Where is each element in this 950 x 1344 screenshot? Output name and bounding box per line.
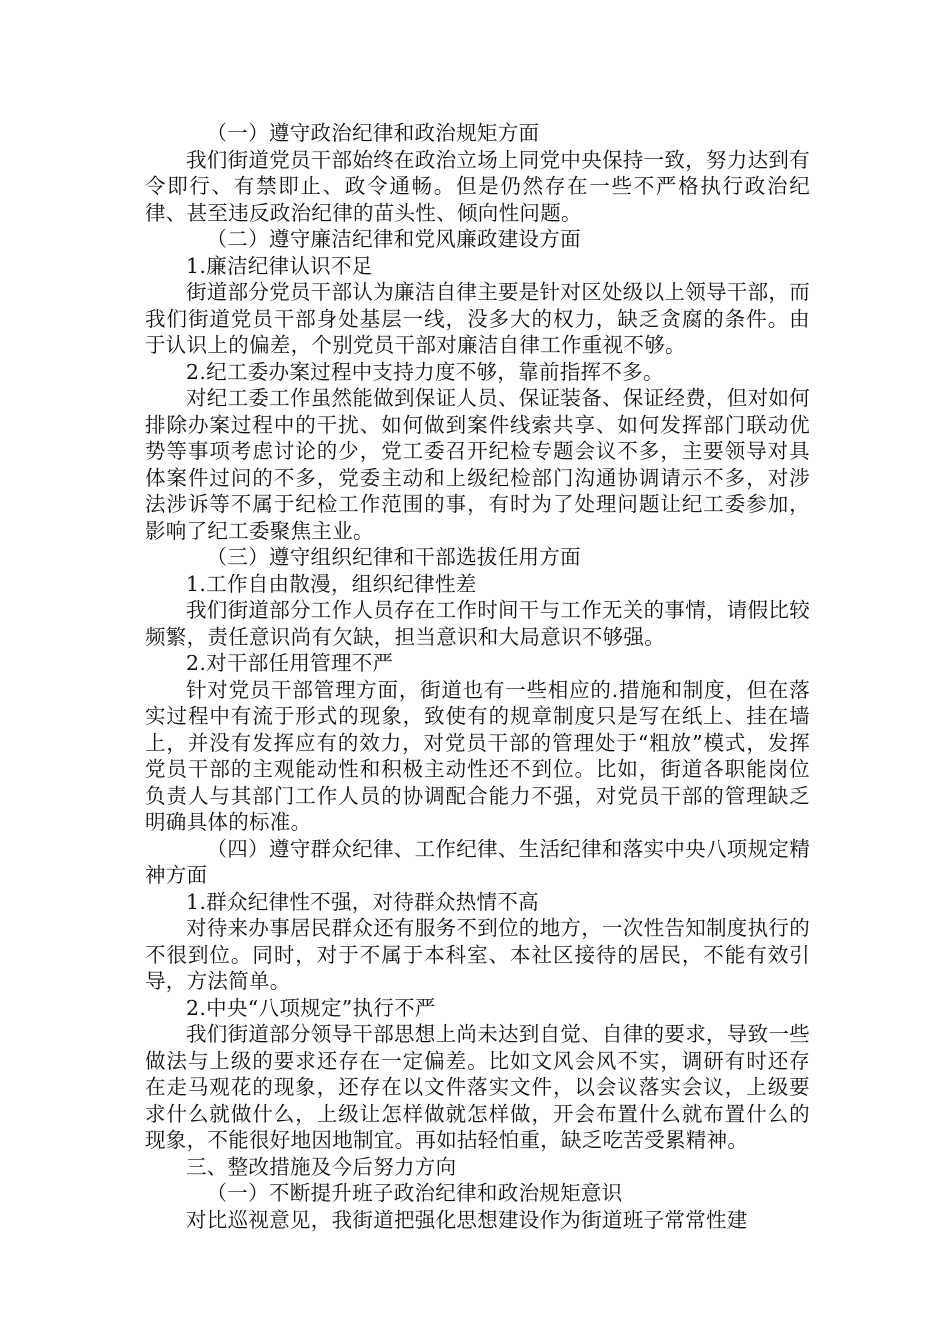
subheading-3-2: 2.对干部任用管理不严 bbox=[186, 651, 394, 675]
section-heading-1: （一）遵守政治纪律和政治规矩方面 bbox=[206, 121, 540, 145]
subheading-3-1: 1.工作自由散漫，组织纪律性差 bbox=[186, 571, 477, 596]
paragraph-5: 针对党员干部管理方面，街道也有一些相应的.措施和制度，但在落实过程中有流于形式的现象，致使有的规章制度只是写在纸上、挂在墙上，并没有发挥应有的效力，对党员干部的管理处于“粗放”模式，发挥党员干部的主观能动性和积极主动性还不到位。比如，街道各职能岗位负责人与其部门工作人员的协调配合能力不强，对党员干部的管理缺乏明确具体的标准。 bbox=[145, 677, 810, 834]
section-heading-3: （三）遵守组织纪律和干部选拔任用方面 bbox=[206, 545, 581, 569]
subheading-2-2: 2.纪工委办案过程中支持力度不够，靠前指挥不多。 bbox=[186, 359, 664, 384]
paragraph-4: 我们街道部分工作人员存在工作时间干与工作无关的事情，请假比较频繁，责任意识尚有欠缺，担当意识和大局意识不够强。 bbox=[145, 598, 810, 649]
paragraph-7: 我们街道部分领导干部思想上尚未达到自觉、自律的要求，导致一些做法与上级的要求还存在一定偏差。比如文风会风不实，调研有时还存在走马观花的现象，还存在以文件落实文件，以会议落实会议，上级要求什么就做什么，上级让怎样做就怎样做，开会布置什么就布置什么的现象，不能很好地因地制宜。再如拈轻怕重，缺乏吃苦受累精神。 bbox=[145, 1022, 810, 1152]
paragraph-6: 对待来办事居民群众还有服务不到位的地方，一次性告知制度执行的不很到位。同时，对于不属于本科室、本社区接待的居民，不能有效引导，方法简单。 bbox=[145, 916, 810, 993]
paragraph-3: 对纪工委工作虽然能做到保证人员、保证装备、保证经费，但对如何排除办案过程中的干扰、如何做到案件线索共享、如何发挥部门联动优势等事项考虑讨论的少，党工委召开纪检专题会议不多，主要领导对具体案件过问的不多，党委主动和上级纪检部门沟通协调请示不多，对涉法涉诉等不属于纪检工作范围的事，有时为了处理问题让纪工委参加，影响了纪工委聚焦主业。 bbox=[145, 386, 810, 543]
paragraph-8: 对比巡视意见，我街道把强化思想建设作为街道班子常常性建 bbox=[186, 1207, 748, 1232]
section-heading-4: （四）遵守群众纪律、工作纪律、生活纪律和落实中央八项规定精神方面 bbox=[145, 836, 810, 887]
section-heading-2: （二）遵守廉洁纪律和党风廉政建设方面 bbox=[206, 227, 581, 251]
chapter-heading-3: 三、整改措施及今后努力方向 bbox=[186, 1154, 457, 1179]
subheading-4-1: 1.群众纪律性不强，对待群众热情不高 bbox=[186, 889, 539, 914]
paragraph-2: 街道部分党员干部认为廉洁自律主要是针对区处级以上领导干部，而我们街道党员干部身处基层一线，没多大的权力，缺乏贪腐的条件。由于认识上的偏差，个别党员干部对廉洁自律工作重视不够。 bbox=[145, 280, 810, 357]
subheading-4-2: 2.中央“八项规定”执行不严 bbox=[186, 995, 436, 1020]
document-body bbox=[145, 120, 810, 1233]
paragraph-1: 我们街道党员干部始终在政治立场上同党中央保持一致，努力达到有令即行、有禁即止、政令通畅。但是仍然存在一些不严格执行政治纪律、甚至违反政治纪律的苗头性、倾向性问题。 bbox=[145, 147, 810, 225]
section-heading-5: （一）不断提升班子政治纪律和政治规矩意识 bbox=[206, 1181, 623, 1205]
subheading-2-1: 1.廉洁纪律认识不足 bbox=[186, 253, 373, 278]
